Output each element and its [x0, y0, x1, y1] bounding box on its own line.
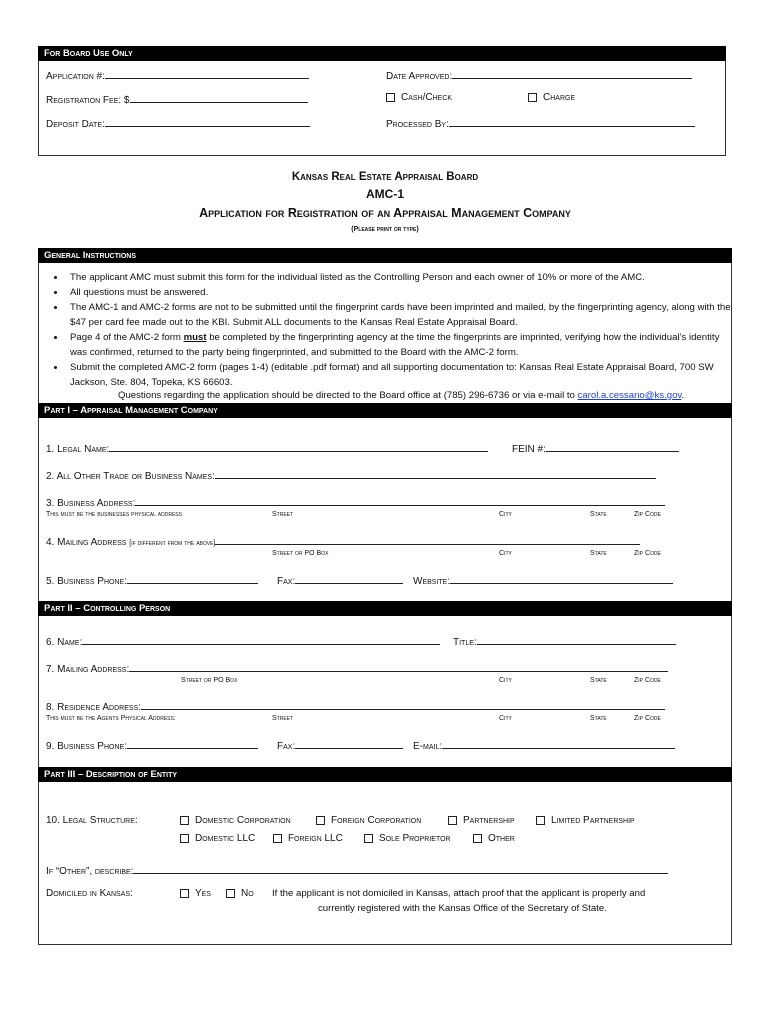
instruction-item: • Page 4 of the AMC-2 form must be completed by the fingerprinting agency at the time the fingerprints are imprinted, verifying how the individual’s identity was confirmed, returned to the party being fingerprinted, and submitted to the Board with the AMC-2 form. [66, 330, 736, 360]
form-code: AMC-1 [366, 187, 404, 201]
cp-business-phone-label: 9. Business Phone: [46, 738, 258, 752]
other-describe-field[interactable] [133, 863, 668, 874]
agents-address-note: This must be the Agents Physical Address: [46, 715, 176, 722]
processed-by-field[interactable] [449, 116, 695, 127]
business-phone-label: 5. Business Phone: [46, 573, 258, 587]
form-title: Application for Registration of an Appraisal Management Company [199, 206, 571, 220]
option-foreign-llc[interactable]: Foreign LLC [273, 833, 343, 844]
checkbox[interactable] [273, 834, 282, 843]
legal-name-field[interactable] [109, 441, 488, 452]
other-names-field[interactable] [215, 468, 656, 479]
domiciled-label: Domiciled in Kansas: [46, 888, 133, 899]
fein-field[interactable] [546, 441, 679, 452]
cash-check-option[interactable]: Cash/Check [386, 92, 452, 103]
questions-line: Questions regarding the application should be directed to the Board office at (785) 296-6736 or via e-mail to carol.a.cessano@ks.gov. [118, 390, 685, 401]
city-caption: City [499, 677, 512, 684]
application-number-field[interactable] [105, 68, 309, 79]
street-po-caption: Street or PO Box [181, 677, 238, 684]
checkbox[interactable] [364, 834, 373, 843]
part3-header: Part III – Description of Entity [38, 767, 732, 782]
general-instructions-header: General Instructions [38, 248, 732, 263]
name-label: 6. Name: [46, 634, 440, 648]
checkbox[interactable] [180, 816, 189, 825]
cp-business-phone-field[interactable] [127, 738, 258, 749]
registration-fee-label: Registration Fee: $ [46, 92, 308, 106]
state-caption: State [590, 715, 607, 722]
website-field[interactable] [450, 573, 673, 584]
checkbox[interactable] [536, 816, 545, 825]
option-domestic-llc[interactable]: Domestic LLC [180, 833, 255, 844]
title-field[interactable] [477, 634, 676, 645]
street-caption: Street [272, 511, 294, 518]
street-po-caption: Street or PO Box [272, 550, 329, 557]
mailing-address-label: 4. Mailing Address [if different from the above] [46, 534, 640, 548]
cp-fax-label: Fax: [277, 738, 403, 752]
part1-header: Part I – Appraisal Management Company [38, 403, 732, 418]
board-email-link[interactable]: carol.a.cessano@ks.gov [577, 390, 682, 401]
option-foreign-corporation[interactable]: Foreign Corporation [316, 815, 421, 826]
physical-address-note: This must be the businesses physical address [46, 511, 182, 518]
residence-address-field[interactable] [141, 699, 665, 710]
instructions-list [52, 270, 736, 390]
other-describe-label: If “Other”, describe: [46, 863, 668, 877]
fax-label: Fax: [277, 573, 403, 587]
zip-caption: Zip Code [634, 715, 661, 722]
date-approved-label: Date Approved: [386, 68, 692, 82]
option-yes[interactable]: Yes [180, 888, 211, 899]
checkbox[interactable] [316, 816, 325, 825]
checkbox[interactable] [473, 834, 482, 843]
option-other[interactable]: Other [473, 833, 515, 844]
instruction-item: • All questions must be answered. [66, 285, 736, 300]
cp-email-field[interactable] [442, 738, 675, 749]
print-note: (Please print or type) [351, 226, 419, 233]
application-number-label: Application #: [46, 68, 309, 82]
checkbox[interactable] [226, 889, 235, 898]
mailing-address-field[interactable] [215, 534, 640, 545]
board-use-header: For Board Use Only [38, 46, 726, 61]
city-caption: City [499, 715, 512, 722]
board-name: Kansas Real Estate Appraisal Board [291, 171, 479, 183]
cp-mailing-address-label: 7. Mailing Address: [46, 661, 668, 675]
instruction-item: • Submit the completed AMC-2 form (pages 1-4) (editable .pdf format) and all supporting documentation to: Kansas Real Estate Appraisal Board, 700 SW Jackson, Ste. 804, Topeka, KS 66603. [66, 360, 736, 390]
deposit-date-label: Deposit Date: [46, 116, 310, 130]
cp-fax-field[interactable] [295, 738, 403, 749]
cp-mailing-address-field[interactable] [129, 661, 668, 672]
zip-caption: Zip Code [634, 677, 661, 684]
legal-structure-label: 10. Legal Structure: [46, 815, 138, 826]
legal-name-label: 1. Legal Name: [46, 441, 488, 455]
cp-email-label: E-mail: [413, 738, 675, 752]
instruction-item: • The applicant AMC must submit this form for the individual listed as the Controlling Person and each owner of 10% or more of the AMC. [66, 270, 736, 285]
deposit-date-field[interactable] [105, 116, 310, 127]
title-label: Title: [453, 634, 676, 648]
cash-check-checkbox[interactable] [386, 93, 395, 102]
fax-field[interactable] [295, 573, 403, 584]
business-address-label: 3. Business Address: [46, 495, 665, 509]
business-address-field[interactable] [135, 495, 665, 506]
option-no[interactable]: No [226, 888, 254, 899]
state-caption: State [590, 550, 607, 557]
charge-option[interactable]: Charge [528, 92, 575, 103]
city-caption: City [499, 550, 512, 557]
state-caption: State [590, 511, 607, 518]
zip-caption: Zip Code [634, 550, 661, 557]
website-label: Website: [413, 573, 673, 587]
domiciled-note-line1: If the applicant is not domiciled in Kansas, attach proof that the applicant is properly and [272, 888, 646, 899]
residence-address-label: 8. Residence Address: [46, 699, 665, 713]
option-limited-partnership[interactable]: Limited Partnership [536, 815, 635, 826]
domiciled-note-line2: currently registered with the Kansas Office of the Secretary of State. [318, 903, 607, 914]
checkbox[interactable] [448, 816, 457, 825]
checkbox[interactable] [180, 834, 189, 843]
city-caption: City [499, 511, 512, 518]
fein-label: FEIN #: [512, 441, 679, 455]
checkbox[interactable] [180, 889, 189, 898]
date-approved-field[interactable] [452, 68, 692, 79]
name-field[interactable] [82, 634, 440, 645]
street-caption: Street [272, 715, 294, 722]
part2-header: Part II – Controlling Person [38, 601, 732, 616]
registration-fee-field[interactable] [130, 92, 308, 103]
option-sole-proprietor[interactable]: Sole Proprietor [364, 833, 451, 844]
charge-checkbox[interactable] [528, 93, 537, 102]
other-names-label: 2. All Other Trade or Business Names: [46, 468, 656, 482]
option-partnership[interactable]: Partnership [448, 815, 515, 826]
business-phone-field[interactable] [127, 573, 258, 584]
zip-caption: Zip Code [634, 511, 661, 518]
state-caption: State [590, 677, 607, 684]
instruction-item: • The AMC-1 and AMC-2 forms are not to be submitted until the fingerprint cards have been imprinted and mailed, by the fingerprinting agency, along with the $47 per card fee made out to the KBI. Submit ALL documents to the Kansas Real Estate Appraisal Board. [66, 300, 736, 330]
processed-by-label: Processed By: [386, 116, 695, 130]
option-domestic-corporation[interactable]: Domestic Corporation [180, 815, 291, 826]
